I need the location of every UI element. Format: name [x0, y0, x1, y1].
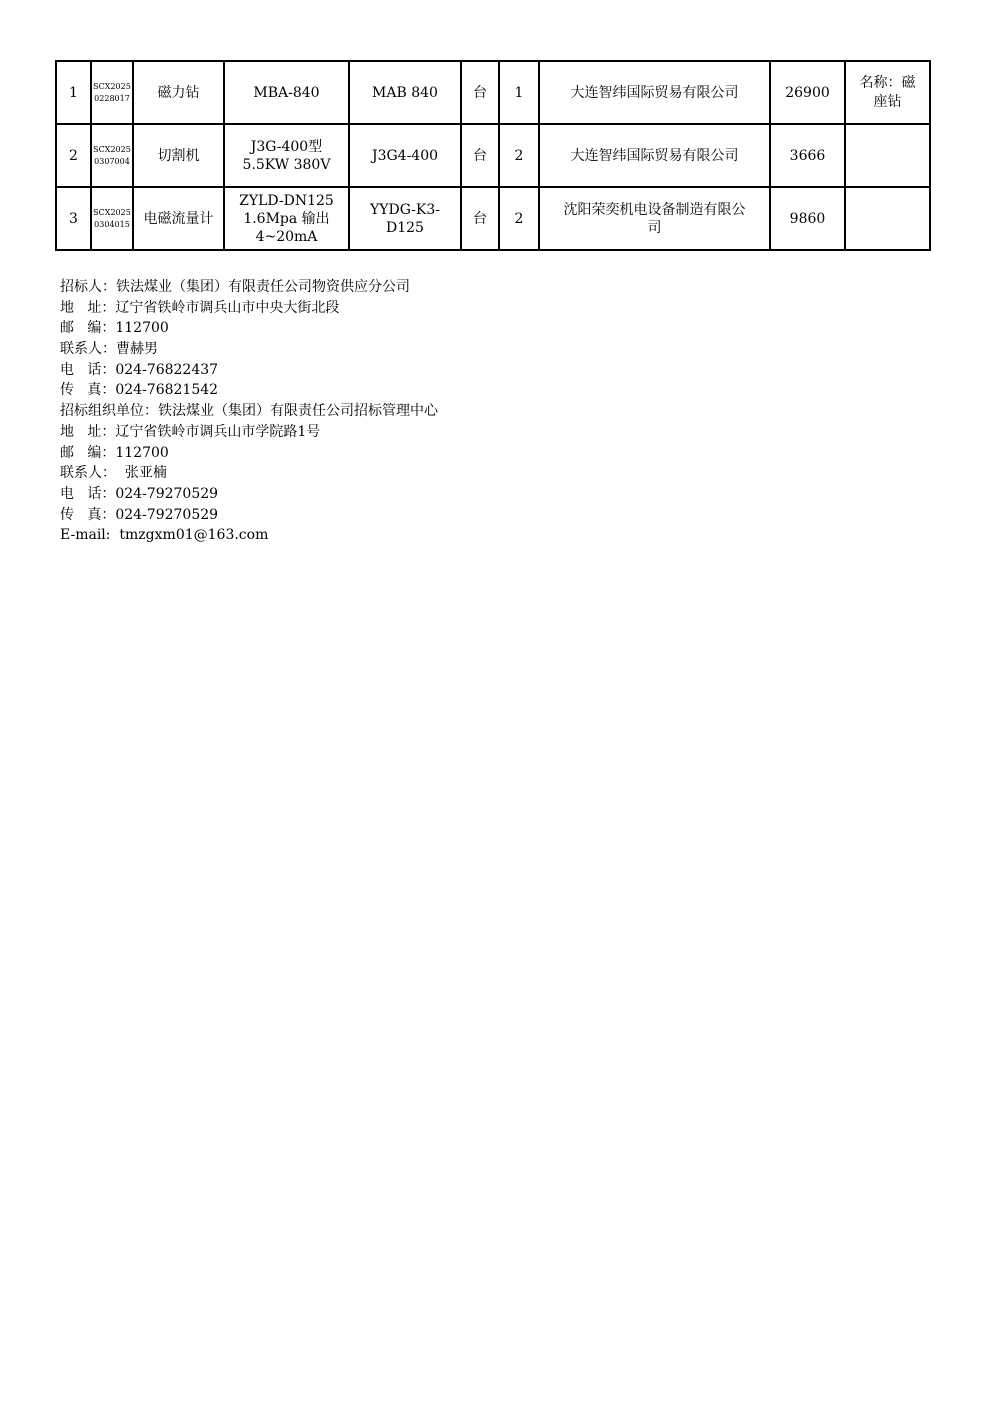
quantity-text: 2	[514, 210, 524, 227]
item-name-cell	[133, 124, 224, 187]
quantity-cell	[499, 61, 539, 124]
contact-line: 招标组织单位：铁法煤业（集团）有限责任公司招标管理中心	[60, 403, 438, 420]
contact-line: 电 话：024-76822437	[60, 361, 219, 378]
model-cell	[349, 61, 461, 124]
material-code-text: SCX2025 0307004	[93, 144, 131, 166]
row-index-text: 3	[69, 210, 78, 227]
contact-info	[60, 277, 940, 546]
model-cell	[349, 187, 461, 250]
table-row	[56, 61, 930, 124]
price-text: 26900	[785, 84, 830, 101]
row-index-text: 2	[69, 147, 78, 164]
supplier-cell	[539, 124, 770, 187]
row-index-cell	[56, 187, 91, 250]
quantity-text: 1	[514, 84, 524, 101]
unit-cell	[461, 124, 499, 187]
unit-text: 台	[473, 84, 487, 101]
price-cell	[770, 187, 845, 250]
table-row	[56, 124, 930, 187]
material-code-text: SCX2025 0228017	[93, 81, 131, 103]
item-name-cell	[133, 187, 224, 250]
contact-line: 邮 编：112700	[60, 444, 169, 461]
bid-items-table	[55, 60, 931, 251]
contact-line: E-mail: tmzgxm01@163.com	[60, 527, 269, 544]
model-text: YYDG-K3-D125	[370, 201, 440, 236]
material-code-cell	[91, 124, 133, 187]
item-name-text: 磁力钻	[157, 84, 200, 101]
quantity-cell	[499, 187, 539, 250]
price-text: 3666	[789, 147, 826, 164]
table-body	[56, 61, 930, 250]
spec-text: ZYLD-DN125 1.6Mpa 输出 4~20mA	[239, 192, 334, 245]
note-cell	[845, 187, 930, 250]
model-cell	[349, 124, 461, 187]
price-cell	[770, 61, 845, 124]
contact-line: 招标人：铁法煤业（集团）有限责任公司物资供应分公司	[60, 279, 410, 295]
quantity-cell	[499, 124, 539, 187]
quantity-text: 2	[514, 147, 524, 164]
model-text: MAB 840	[372, 84, 438, 101]
note-cell	[845, 124, 930, 187]
contact-line: 传 真：024-79270529	[60, 506, 219, 523]
model-text: J3G4-400	[371, 147, 439, 164]
row-index-text: 1	[69, 84, 78, 101]
spec-cell	[224, 187, 349, 250]
item-name-text: 电磁流量计	[143, 210, 214, 227]
row-index-cell	[56, 124, 91, 187]
material-code-cell	[91, 187, 133, 250]
spec-cell	[224, 124, 349, 187]
note-text: 名称：磁 座钻	[859, 74, 916, 110]
spec-cell	[224, 61, 349, 124]
spec-text: J3G-400型 5.5KW 380V	[242, 138, 331, 173]
note-cell	[845, 61, 930, 124]
price-text: 9860	[789, 210, 826, 227]
table-row	[56, 187, 930, 250]
material-code-text: SCX2025 0304015	[93, 207, 131, 229]
contact-line: 邮 编：112700	[60, 320, 169, 337]
item-name-text: 切割机	[157, 147, 200, 164]
supplier-text: 大连智纬国际贸易有限公司	[570, 84, 739, 101]
unit-cell	[461, 61, 499, 124]
contact-line: 电 话：024-79270529	[60, 485, 219, 502]
contact-line: 传 真：024-76821542	[60, 382, 219, 399]
unit-cell	[461, 187, 499, 250]
row-index-cell	[56, 61, 91, 124]
supplier-text: 大连智纬国际贸易有限公司	[570, 147, 739, 164]
supplier-cell	[539, 61, 770, 124]
contact-line: 联系人：曹赫男	[60, 341, 158, 358]
unit-text: 台	[473, 147, 487, 164]
item-name-cell	[133, 61, 224, 124]
spec-text: MBA-840	[253, 84, 320, 101]
supplier-text: 沈阳荣奕机电设备制造有限公 司	[563, 201, 746, 236]
price-cell	[770, 124, 845, 187]
unit-text: 台	[473, 210, 487, 227]
material-code-cell	[91, 61, 133, 124]
contact-line: 联系人： 张亚楠	[60, 465, 167, 482]
contact-line: 地 址：辽宁省铁岭市调兵山市中央大街北段	[60, 299, 340, 316]
supplier-cell	[539, 187, 770, 250]
contact-line: 地 址：辽宁省铁岭市调兵山市学院路1号	[60, 423, 321, 440]
